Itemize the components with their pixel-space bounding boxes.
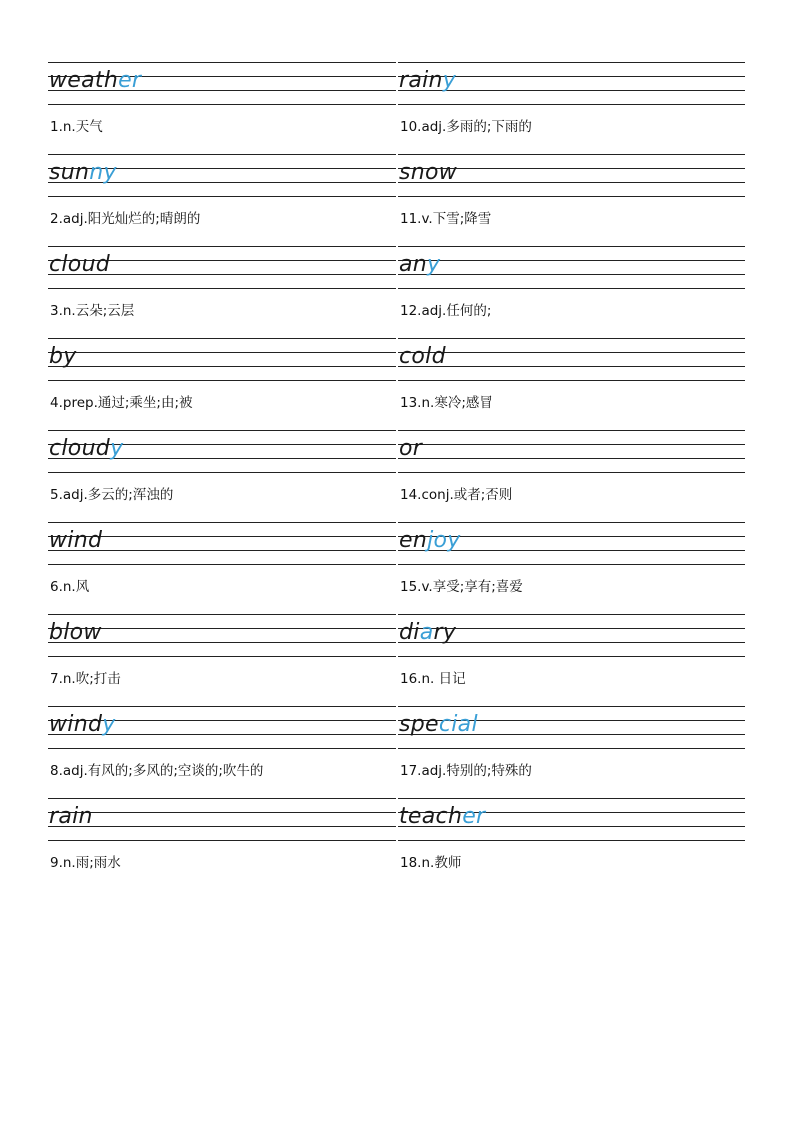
word-part: rain xyxy=(49,804,93,829)
vocab-entry-3 xyxy=(48,184,396,319)
vocab-word xyxy=(399,160,457,186)
vocab-word xyxy=(399,436,422,462)
vocabulary-worksheet xyxy=(48,0,745,1122)
vocab-meaning: 7.n.吹;打击 xyxy=(50,671,121,687)
vocab-meaning: 14.conj.或者;否则 xyxy=(400,487,513,503)
vocab-word xyxy=(49,436,123,462)
vocab-word xyxy=(399,712,478,738)
vocab-word xyxy=(49,160,117,186)
word-part: sun xyxy=(49,160,90,185)
word-highlight: joy xyxy=(427,528,461,553)
word-part: wind xyxy=(49,528,103,553)
vocab-meaning: 9.n.雨;雨水 xyxy=(50,855,121,871)
word-part: cloud xyxy=(49,252,111,277)
word-highlight: a xyxy=(419,620,434,645)
vocab-word xyxy=(49,712,116,738)
word-part: teach xyxy=(399,804,463,829)
vocab-entry-10 xyxy=(398,0,745,135)
vocab-entry-2 xyxy=(48,92,396,227)
word-part: blow xyxy=(49,620,102,645)
word-part: cold xyxy=(399,344,446,369)
vocab-meaning: 4.prep.通过;乘坐;由;被 xyxy=(50,395,193,411)
vocab-word xyxy=(49,804,93,830)
vocab-word xyxy=(49,252,110,278)
word-highlight: y xyxy=(102,712,116,737)
vocab-word xyxy=(49,620,102,646)
word-highlight: y xyxy=(442,68,457,93)
vocab-entry-4 xyxy=(48,276,396,411)
word-part: snow xyxy=(399,160,458,185)
word-part: cloud xyxy=(49,436,111,461)
word-highlight: y xyxy=(427,252,441,277)
vocab-entry-7 xyxy=(48,552,396,687)
vocab-entry-6 xyxy=(48,460,396,595)
vocab-entry-14 xyxy=(398,368,745,503)
word-part: wind xyxy=(49,712,103,737)
vocab-meaning: 15.v.享受;享有;喜爱 xyxy=(400,579,523,595)
vocab-meaning: 13.n.寒冷;感冒 xyxy=(400,395,493,411)
vocab-word xyxy=(399,804,485,830)
word-part: di xyxy=(399,620,420,645)
vocab-entry-11 xyxy=(398,92,745,227)
vocab-meaning: 18.n.教师 xyxy=(400,855,462,871)
word-part: en xyxy=(399,528,428,553)
vocab-meaning: 3.n.云朵;云层 xyxy=(50,303,135,319)
vocab-meaning: 10.adj.多雨的;下雨的 xyxy=(400,119,532,135)
vocab-entry-8 xyxy=(48,644,396,779)
word-part: spe xyxy=(399,712,439,737)
vocab-meaning: 5.adj.多云的;浑浊的 xyxy=(50,487,174,503)
vocab-word xyxy=(399,252,440,278)
vocab-meaning: 16.n. 日记 xyxy=(400,671,466,687)
vocab-entry-1 xyxy=(48,0,396,135)
word-part: by xyxy=(49,344,77,369)
vocab-entry-16 xyxy=(398,552,745,687)
vocab-word xyxy=(399,528,461,554)
word-highlight: y xyxy=(110,436,124,461)
vocab-entry-9 xyxy=(48,736,396,871)
vocab-entry-12 xyxy=(398,184,745,319)
handwriting-lines xyxy=(48,798,396,840)
word-part: or xyxy=(399,436,423,461)
vocab-word xyxy=(399,68,456,94)
word-part: ry xyxy=(433,620,457,645)
vocab-entry-17 xyxy=(398,644,745,779)
vocab-meaning: 17.adj.特别的;特殊的 xyxy=(400,763,532,779)
vocab-word xyxy=(49,68,141,94)
vocab-word xyxy=(399,344,446,370)
vocab-word xyxy=(49,528,102,554)
vocab-entry-5 xyxy=(48,368,396,503)
word-highlight: ny xyxy=(89,160,117,185)
vocab-meaning: 1.n.天气 xyxy=(50,119,103,135)
vocab-entry-15 xyxy=(398,460,745,595)
vocab-meaning: 2.adj.阳光灿烂的;晴朗的 xyxy=(50,211,201,227)
word-part: an xyxy=(399,252,428,277)
vocab-meaning: 12.adj.任何的; xyxy=(400,303,492,319)
vocab-entry-18 xyxy=(398,736,745,871)
vocab-meaning: 11.v.下雪;降雪 xyxy=(400,211,492,227)
word-part: rain xyxy=(399,68,443,93)
word-part: weath xyxy=(49,68,119,93)
word-highlight: cial xyxy=(438,712,478,737)
vocab-meaning: 8.adj.有风的;多风的;空谈的;吹牛的 xyxy=(50,763,264,779)
word-highlight: er xyxy=(462,804,486,829)
vocab-meaning: 6.n.风 xyxy=(50,579,90,595)
word-highlight: er xyxy=(118,68,142,93)
vocab-word xyxy=(399,620,456,646)
vocab-word xyxy=(49,344,77,370)
vocab-entry-13 xyxy=(398,276,745,411)
